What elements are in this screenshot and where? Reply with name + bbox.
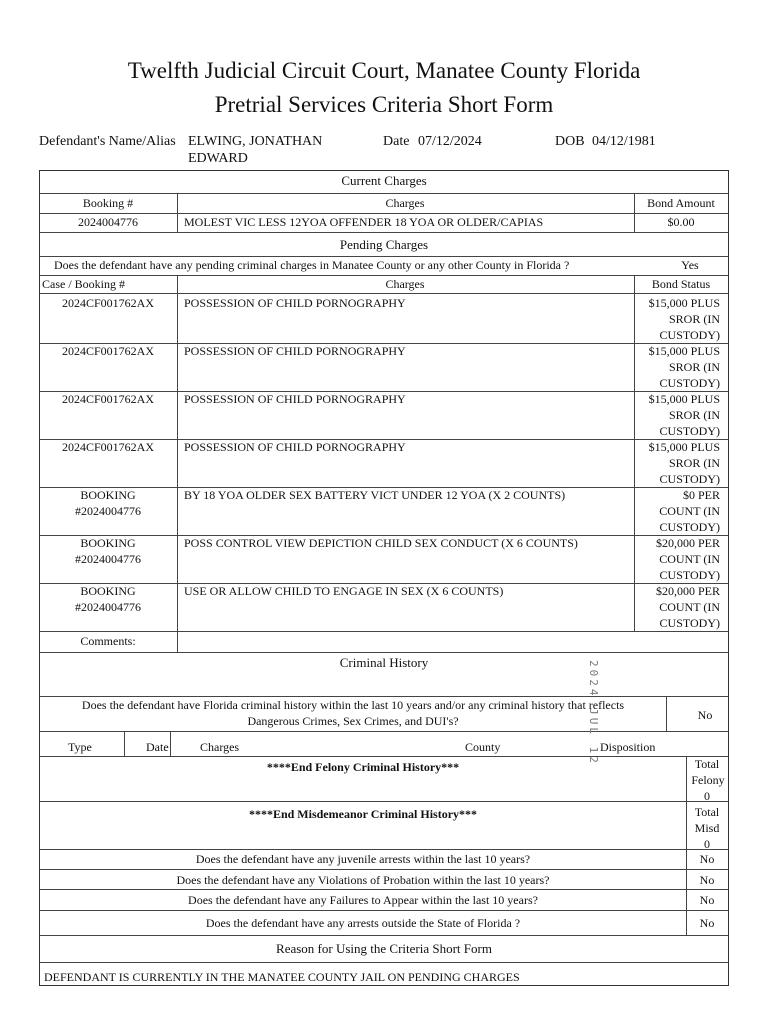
pending-bond-status: COUNT (IN: [659, 600, 720, 614]
defendant-name-line2: EDWARD: [188, 151, 248, 166]
history-answer: No: [697, 708, 713, 722]
pending-case-number-line2: #2024004776: [75, 600, 141, 614]
pending-bond-status: CUSTODY): [659, 616, 720, 630]
fta-answer: No: [699, 893, 715, 907]
current-bond-amount: $0.00: [667, 215, 695, 229]
pending-case-number: 2024CF001762AX: [61, 440, 154, 454]
defendant-name-label: Defendant's Name/Alias: [39, 134, 176, 149]
pending-charge: POSSESSION OF CHILD PORNOGRAPHY: [184, 392, 406, 406]
col-bond-header: Bond Amount: [647, 196, 715, 210]
pending-charge: POSS CONTROL VIEW DEPICTION CHILD SEX CONDUCT (X 6 COUNTS): [184, 536, 578, 550]
pending-charges-heading: Pending Charges: [339, 237, 429, 252]
current-charges-heading: Current Charges: [341, 173, 427, 188]
pending-charge: POSSESSION OF CHILD PORNOGRAPHY: [184, 344, 406, 358]
pending-charge: POSSESSION OF CHILD PORNOGRAPHY: [184, 440, 406, 454]
col-bond-status-header: Bond Status: [651, 277, 711, 291]
pending-bond-status: SROR (IN: [668, 312, 720, 326]
pending-bond-status: COUNT (IN: [659, 504, 720, 518]
col-type-header: Type: [68, 740, 92, 754]
current-booking-number: 2024004776: [78, 215, 138, 229]
criminal-history-heading: Criminal History: [339, 655, 429, 670]
felony-history-end: ****End Felony Criminal History***: [266, 760, 460, 774]
pending-case-number-line2: #2024004776: [75, 552, 141, 566]
pending-bond-status: $20,000 PER: [655, 584, 720, 598]
pending-question: Does the defendant have any pending criminal charges in Manatee County or any other County in Florida ?: [54, 258, 570, 272]
pending-case-number: 2024CF001762AX: [61, 344, 154, 358]
col-date-header: Date: [146, 740, 169, 754]
pending-charge: BY 18 YOA OLDER SEX BATTERY VICT UNDER 12 YOA (X 2 COUNTS): [184, 488, 566, 502]
comments-label: Comments:: [80, 634, 136, 648]
pending-bond-status: $15,000 PLUS: [648, 296, 720, 310]
pending-bond-status: CUSTODY): [659, 376, 720, 390]
col-disposition-header: Disposition: [600, 740, 656, 754]
form-subtitle: Pretrial Services Criteria Short Form: [214, 92, 554, 117]
felony-total-label: Total: [694, 757, 720, 771]
fta-question: Does the defendant have any Failures to Appear within the last 10 years?: [188, 893, 538, 907]
pending-bond-status: CUSTODY): [659, 328, 720, 342]
pending-bond-status: SROR (IN: [668, 360, 720, 374]
pending-case-number: BOOKING: [80, 488, 136, 502]
out-of-state-answer: No: [699, 916, 715, 930]
col-charges-header: Charges: [385, 196, 425, 210]
col-case-header: Case / Booking #: [42, 277, 125, 291]
col-history-charges-header: Charges: [200, 740, 240, 754]
col-county-header: County: [465, 740, 501, 754]
date-value: 07/12/2024: [418, 134, 482, 149]
pending-case-number: 2024CF001762AX: [61, 392, 154, 406]
pending-bond-status: CUSTODY): [659, 472, 720, 486]
pending-bond-status: SROR (IN: [668, 456, 720, 470]
pending-bond-status: SROR (IN: [668, 408, 720, 422]
pending-bond-status: $15,000 PLUS: [648, 344, 720, 358]
pending-bond-status: CUSTODY): [659, 568, 720, 582]
pending-case-number: BOOKING: [80, 536, 136, 550]
history-question-line1: Does the defendant have Florida criminal history within the last 10 years and/or any criminal history that reflects: [81, 698, 625, 712]
pending-bond-status: $0 PER: [682, 488, 720, 502]
date-label: Date: [383, 134, 410, 149]
form-title: Twelfth Judicial Circuit Court, Manatee County Florida: [127, 58, 641, 83]
pending-bond-status: CUSTODY): [659, 520, 720, 534]
misd-total-label: Total: [694, 805, 720, 819]
pending-case-number-line2: #2024004776: [75, 504, 141, 518]
misd-history-end: ****End Misdemeanor Criminal History***: [248, 807, 478, 821]
juvenile-question: Does the defendant have any juvenile arrests within the last 10 years?: [195, 852, 531, 866]
col-pending-charges-header: Charges: [385, 277, 425, 291]
pending-bond-status: $15,000 PLUS: [648, 392, 720, 406]
felony-total-value: 0: [704, 789, 710, 803]
filed-stamp: 2024 JUL 12: [587, 660, 600, 766]
pending-bond-status: $20,000 PER: [655, 536, 720, 550]
history-question-line2: Dangerous Crimes, Sex Crimes, and DUI's?: [247, 714, 459, 728]
current-charge: MOLEST VIC LESS 12YOA OFFENDER 18 YOA OR OLDER/CAPIAS: [184, 215, 544, 229]
pending-bond-status: COUNT (IN: [659, 552, 720, 566]
pending-answer: Yes: [681, 258, 699, 272]
vop-question: Does the defendant have any Violations of Probation within the last 10 years?: [176, 873, 550, 887]
defendant-name: ELWING, JONATHAN: [188, 134, 323, 149]
felony-total-label2: Felony: [691, 773, 725, 787]
misd-total-label2: Misd: [694, 821, 720, 835]
pending-case-number: BOOKING: [80, 584, 136, 598]
dob-value: 04/12/1981: [592, 134, 656, 149]
juvenile-answer: No: [699, 852, 715, 866]
pending-bond-status: $15,000 PLUS: [648, 440, 720, 454]
dob-label: DOB: [555, 134, 585, 149]
pending-case-number: 2024CF001762AX: [61, 296, 154, 310]
misd-total-value: 0: [704, 837, 710, 851]
vop-answer: No: [699, 873, 715, 887]
out-of-state-question: Does the defendant have any arrests outside the State of Florida ?: [205, 916, 521, 930]
pending-bond-status: CUSTODY): [659, 424, 720, 438]
col-booking-header: Booking #: [82, 196, 134, 210]
reason-text: DEFENDANT IS CURRENTLY IN THE MANATEE COUNTY JAIL ON PENDING CHARGES: [44, 970, 520, 984]
pending-charge: USE OR ALLOW CHILD TO ENGAGE IN SEX (X 6 COUNTS): [184, 584, 504, 598]
pending-charge: POSSESSION OF CHILD PORNOGRAPHY: [184, 296, 406, 310]
reason-heading: Reason for Using the Criteria Short Form: [276, 941, 492, 956]
